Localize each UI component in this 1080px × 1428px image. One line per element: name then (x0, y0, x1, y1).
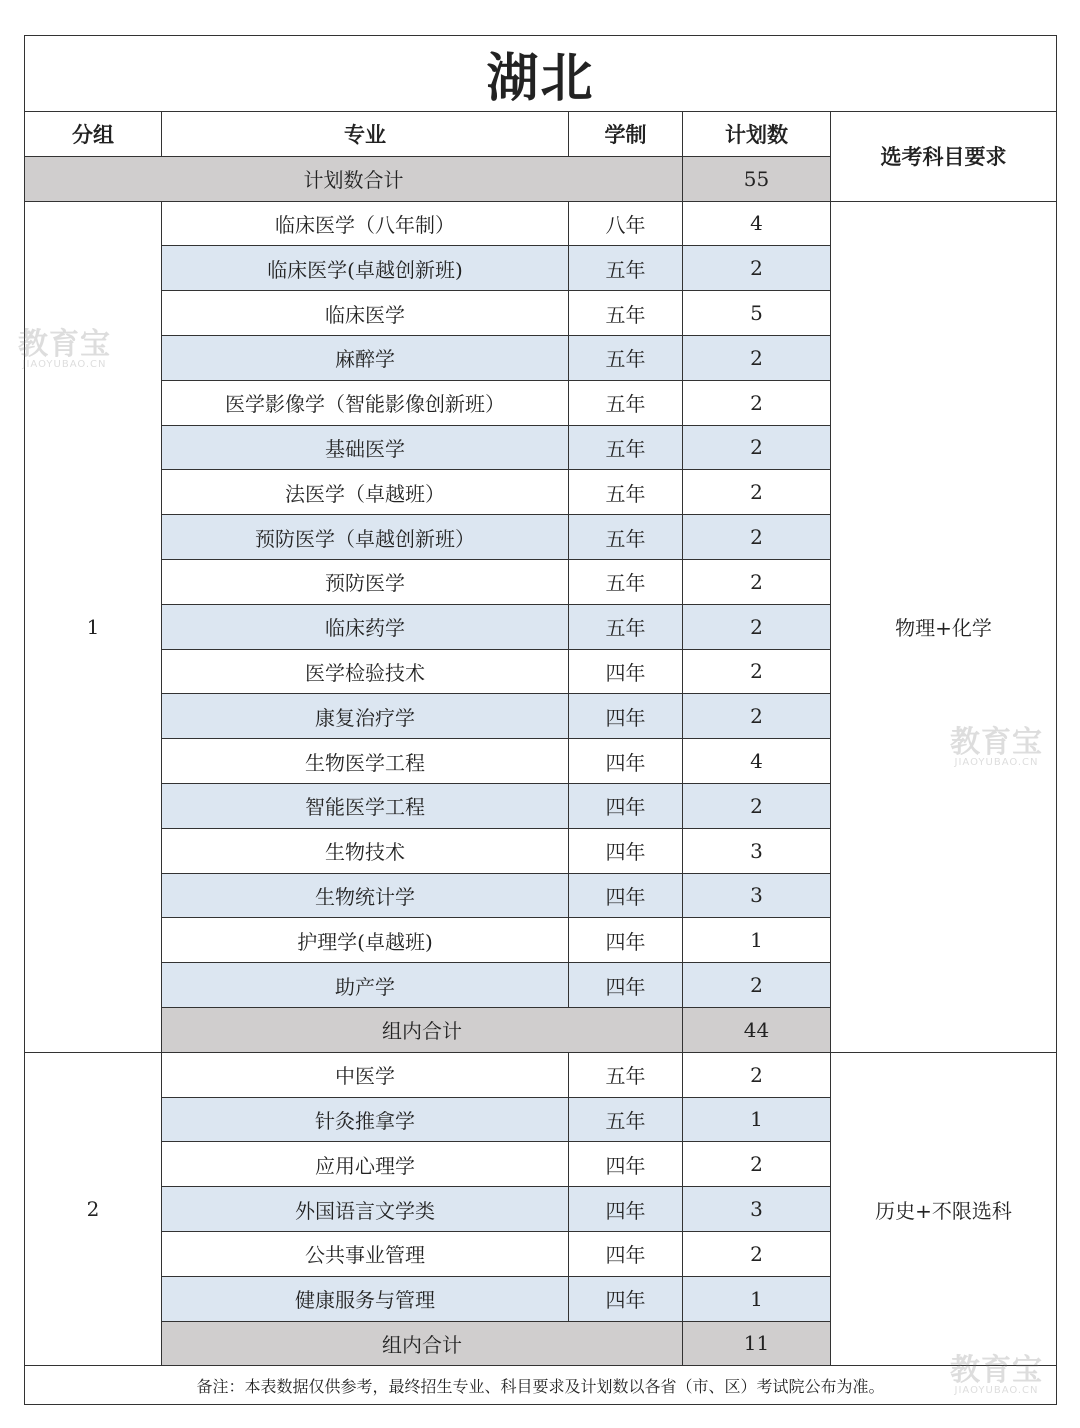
plan-cell: 2 (683, 559, 831, 604)
header-group: 分组 (25, 112, 162, 157)
duration-cell: 五年 (569, 515, 683, 560)
total-label: 计划数合计 (25, 156, 683, 201)
header-requirement: 选考科目要求 (831, 112, 1057, 202)
duration-cell: 四年 (569, 963, 683, 1008)
major-cell: 法医学（卓越班） (162, 470, 569, 515)
duration-cell: 四年 (569, 1187, 683, 1232)
header-duration: 学制 (569, 112, 683, 157)
major-cell: 应用心理学 (162, 1142, 569, 1187)
major-cell: 护理学(卓越班) (162, 918, 569, 963)
total-value: 55 (683, 156, 831, 201)
plan-cell: 2 (683, 335, 831, 380)
duration-cell: 八年 (569, 201, 683, 246)
plan-cell: 1 (683, 1276, 831, 1321)
major-cell: 针灸推拿学 (162, 1097, 569, 1142)
plan-cell: 2 (683, 246, 831, 291)
plan-cell: 4 (683, 739, 831, 784)
watermark: 教育宝 JIAOYUBAO.CN (950, 725, 1043, 768)
duration-cell: 四年 (569, 1276, 683, 1321)
major-cell: 生物统计学 (162, 873, 569, 918)
plan-cell: 5 (683, 291, 831, 336)
duration-cell: 四年 (569, 649, 683, 694)
plan-cell: 2 (683, 1052, 831, 1097)
plan-cell: 3 (683, 873, 831, 918)
plan-cell: 3 (683, 1187, 831, 1232)
major-cell: 预防医学（卓越创新班） (162, 515, 569, 560)
major-cell: 助产学 (162, 963, 569, 1008)
table-row (25, 1052, 1057, 1097)
watermark: 教育宝 JIAOYUBAO.CN (950, 1353, 1043, 1396)
major-cell: 外国语言文学类 (162, 1187, 569, 1232)
major-cell: 基础医学 (162, 425, 569, 470)
plan-cell: 2 (683, 1231, 831, 1276)
table-row (25, 201, 1057, 246)
major-cell: 生物技术 (162, 828, 569, 873)
duration-cell: 五年 (569, 1097, 683, 1142)
major-cell: 生物医学工程 (162, 739, 569, 784)
duration-cell: 五年 (569, 604, 683, 649)
duration-cell: 五年 (569, 335, 683, 380)
header-plan: 计划数 (683, 112, 831, 157)
duration-cell: 四年 (569, 1231, 683, 1276)
duration-cell: 五年 (569, 425, 683, 470)
plan-cell: 2 (683, 604, 831, 649)
group-requirement: 历史+不限选科 (831, 1052, 1057, 1366)
major-cell: 中医学 (162, 1052, 569, 1097)
plan-cell: 2 (683, 963, 831, 1008)
plan-cell: 1 (683, 1097, 831, 1142)
page-title: 湖北 (25, 36, 1057, 112)
plan-cell: 1 (683, 918, 831, 963)
enrollment-plan-table (24, 35, 1057, 1405)
subtotal-label: 组内合计 (162, 1321, 683, 1366)
duration-cell: 五年 (569, 1052, 683, 1097)
duration-cell: 四年 (569, 739, 683, 784)
subtotal-value: 11 (683, 1321, 831, 1366)
group-requirement: 物理+化学 (831, 201, 1057, 1052)
group-id: 1 (25, 201, 162, 1052)
duration-cell: 五年 (569, 559, 683, 604)
major-cell: 康复治疗学 (162, 694, 569, 739)
plan-cell: 2 (683, 380, 831, 425)
plan-cell: 2 (683, 470, 831, 515)
plan-cell: 4 (683, 201, 831, 246)
group-id: 2 (25, 1052, 162, 1366)
subtotal-value: 44 (683, 1007, 831, 1052)
major-cell: 医学检验技术 (162, 649, 569, 694)
major-cell: 医学影像学（智能影像创新班） (162, 380, 569, 425)
duration-cell: 五年 (569, 380, 683, 425)
duration-cell: 四年 (569, 828, 683, 873)
major-cell: 临床医学(卓越创新班) (162, 246, 569, 291)
major-cell: 智能医学工程 (162, 783, 569, 828)
major-cell: 临床医学 (162, 291, 569, 336)
major-cell: 麻醉学 (162, 335, 569, 380)
major-cell: 预防医学 (162, 559, 569, 604)
watermark: 教育宝 JIAOYUBAO.CN (18, 327, 111, 370)
duration-cell: 四年 (569, 783, 683, 828)
duration-cell: 五年 (569, 291, 683, 336)
plan-cell: 3 (683, 828, 831, 873)
plan-cell: 2 (683, 783, 831, 828)
duration-cell: 四年 (569, 1142, 683, 1187)
footnote: 备注：本表数据仅供参考，最终招生专业、科目要求及计划数以各省（市、区）考试院公布为准。 (25, 1366, 1057, 1405)
major-cell: 健康服务与管理 (162, 1276, 569, 1321)
plan-cell: 2 (683, 694, 831, 739)
duration-cell: 四年 (569, 918, 683, 963)
major-cell: 临床医学（八年制） (162, 201, 569, 246)
major-cell: 临床药学 (162, 604, 569, 649)
duration-cell: 五年 (569, 246, 683, 291)
plan-cell: 2 (683, 425, 831, 470)
header-major: 专业 (162, 112, 569, 157)
major-cell: 公共事业管理 (162, 1231, 569, 1276)
duration-cell: 四年 (569, 694, 683, 739)
plan-cell: 2 (683, 649, 831, 694)
plan-cell: 2 (683, 1142, 831, 1187)
subtotal-label: 组内合计 (162, 1007, 683, 1052)
duration-cell: 四年 (569, 873, 683, 918)
duration-cell: 五年 (569, 470, 683, 515)
plan-cell: 2 (683, 515, 831, 560)
